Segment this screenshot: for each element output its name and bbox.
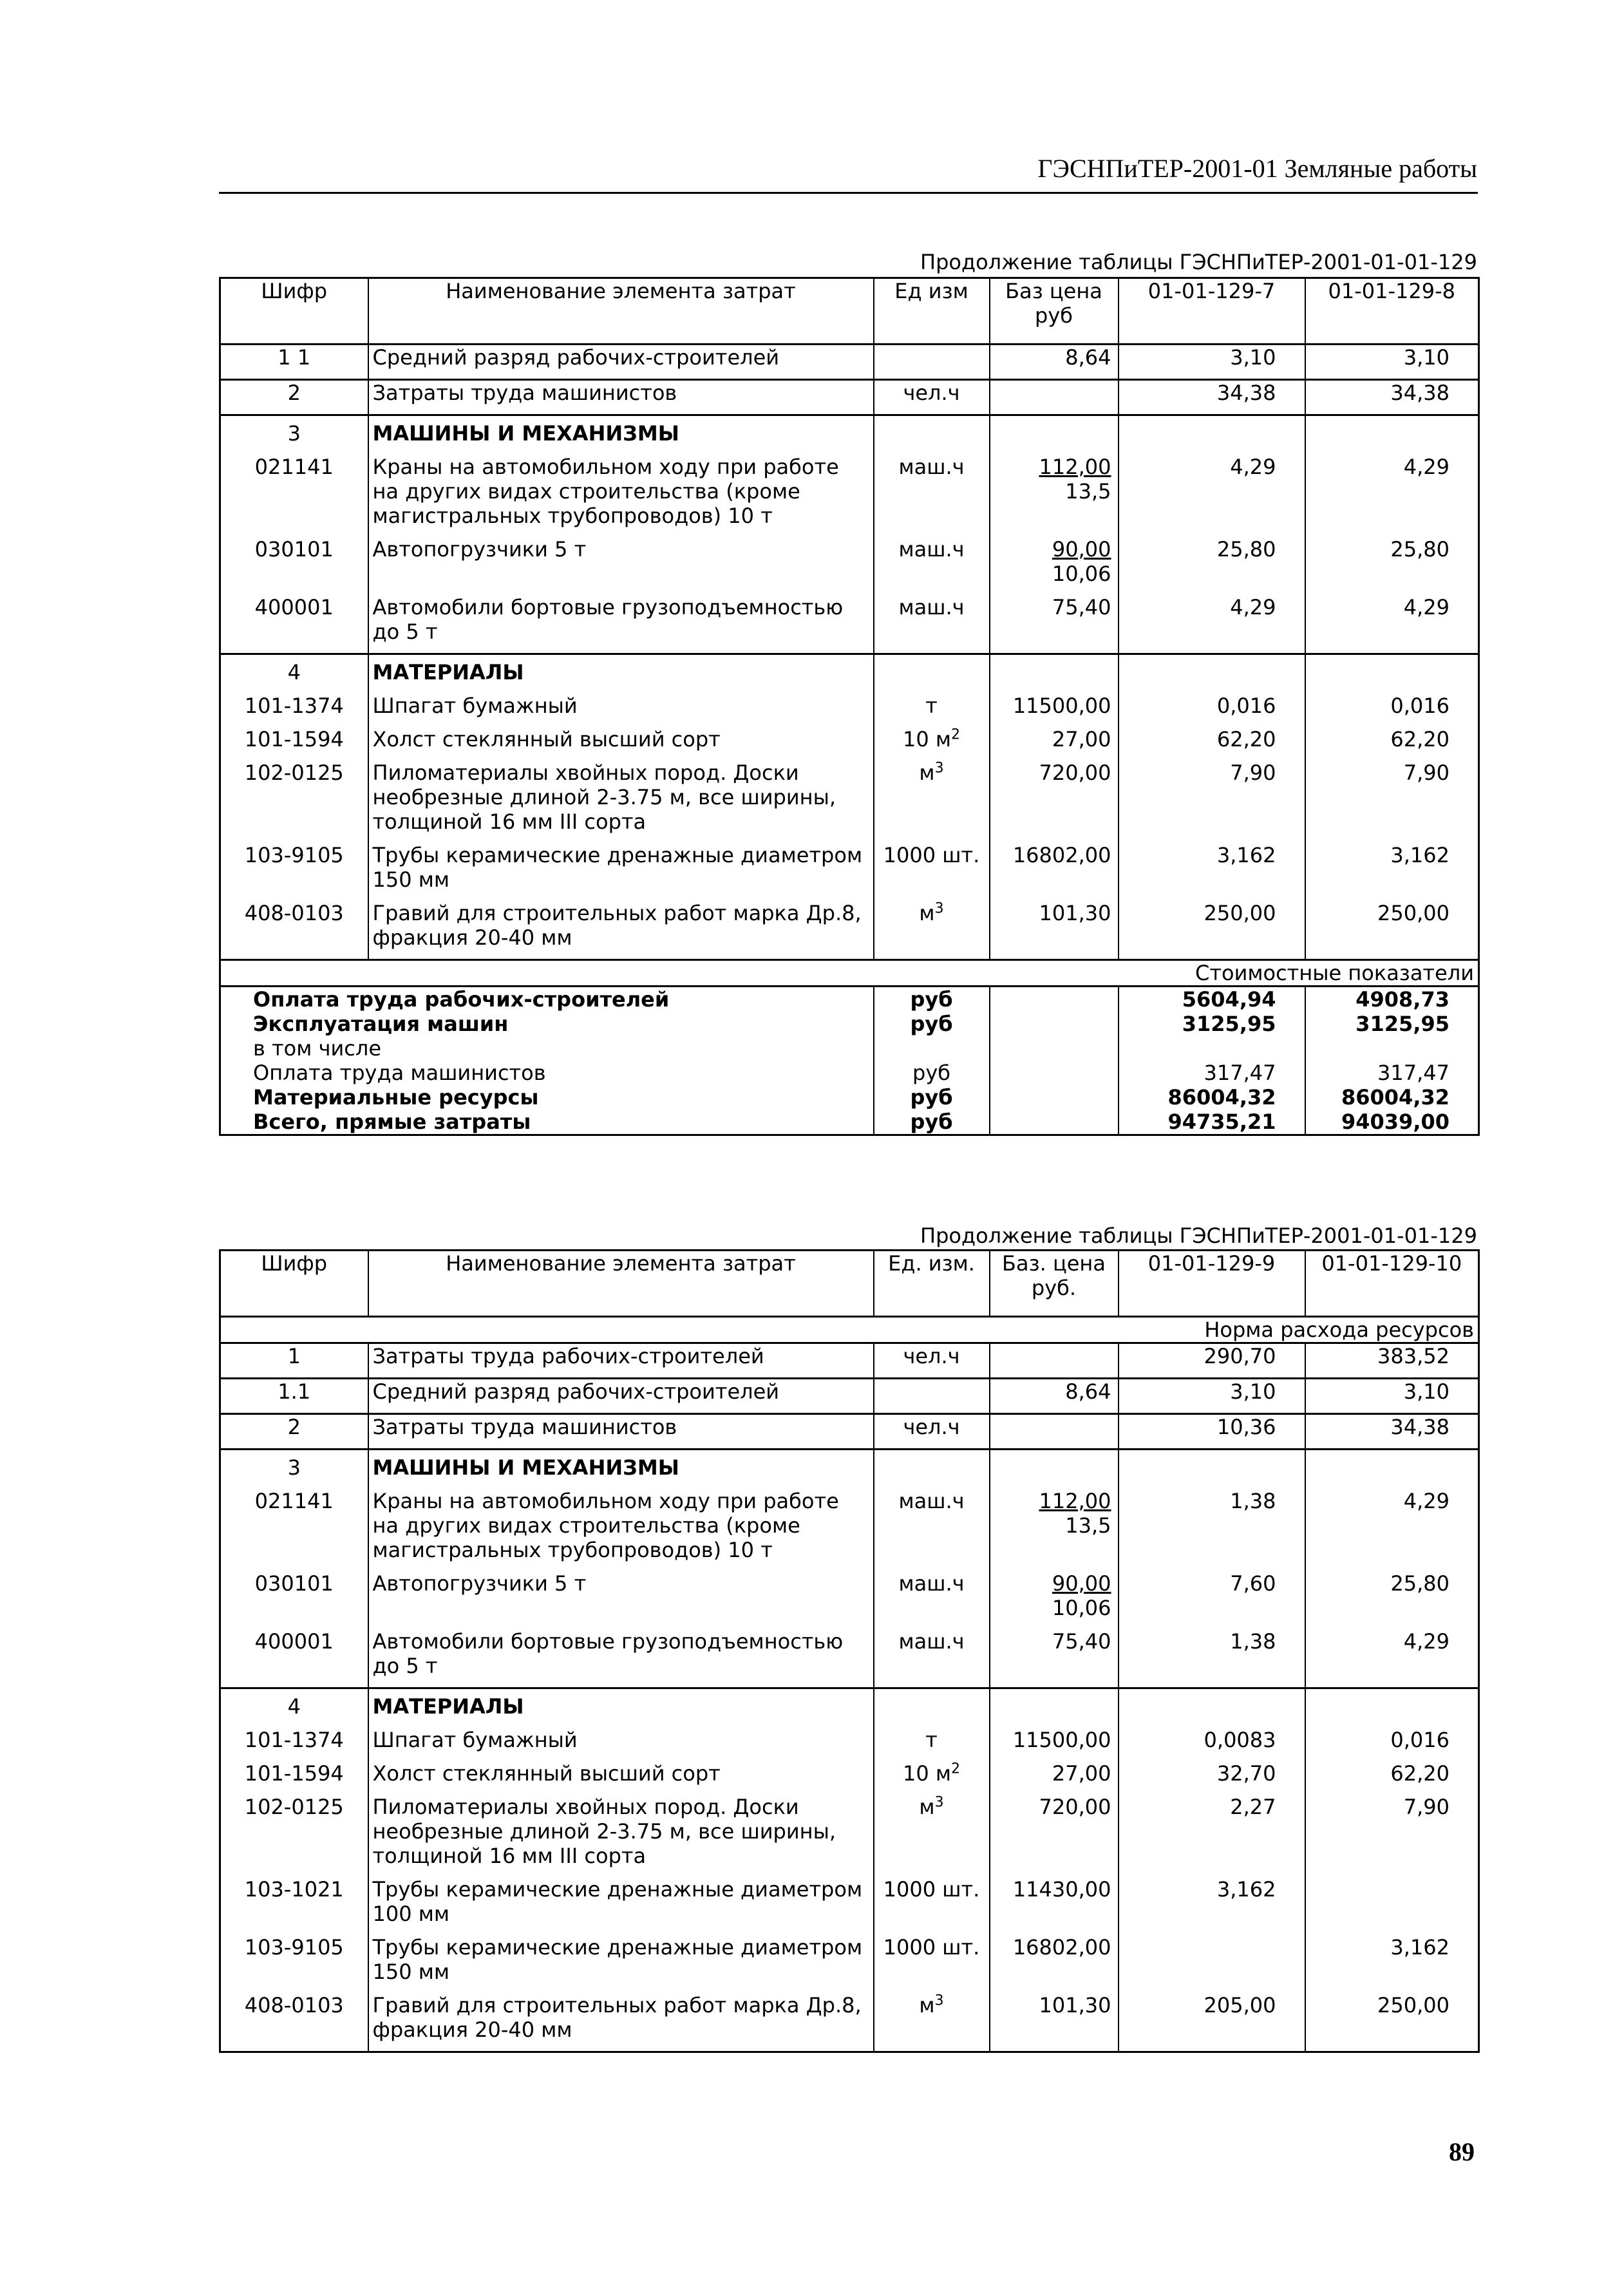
row-unit bbox=[874, 1935, 990, 1993]
row-unit bbox=[874, 1761, 990, 1795]
row-name: Автопогрузчики 5 т bbox=[368, 1571, 874, 1629]
row-value-1: 62,20 bbox=[1119, 727, 1305, 761]
summary-unit: руб bbox=[874, 987, 990, 1012]
unit-text: 1000 шт. bbox=[883, 1877, 980, 1902]
page-number: 89 bbox=[1449, 2137, 1475, 2166]
row-price bbox=[990, 1728, 1119, 1761]
row-price bbox=[990, 1877, 1119, 1935]
summary-value-1: 3125,95 bbox=[1119, 1012, 1305, 1036]
unit-text: маш.ч bbox=[898, 1629, 965, 1654]
header-row bbox=[220, 278, 1479, 345]
row-name: Шпагат бумажный bbox=[368, 1728, 874, 1761]
unit-text: 1000 шт. bbox=[883, 843, 980, 867]
row-price bbox=[990, 1629, 1119, 1688]
row-unit bbox=[874, 345, 990, 380]
row-value-1: 4,29 bbox=[1119, 595, 1305, 654]
price-value: 27,00 bbox=[1052, 1761, 1111, 1786]
unit-exponent: 3 bbox=[934, 1794, 944, 1811]
header-rule bbox=[219, 192, 1478, 194]
summary-unit bbox=[874, 1036, 990, 1061]
row-price bbox=[990, 694, 1119, 727]
row-price bbox=[990, 1935, 1119, 1993]
column-header: Ед изм bbox=[874, 278, 990, 345]
price-value: 720,00 bbox=[1039, 761, 1111, 785]
row-name: Краны на автомобильном ходу при работе на других видах строительства (кроме магистральных трубопроводов) 10 т bbox=[368, 1489, 874, 1571]
row-price bbox=[990, 380, 1119, 415]
row-name: Пиломатериалы хвойных пород. Доски необрезные длиной 2-3.75 м, все ширины, толщиной 16 мм III сорта bbox=[368, 761, 874, 843]
summary-value-1: 317,47 bbox=[1119, 1061, 1305, 1085]
price-value: 16802,00 bbox=[1012, 843, 1111, 867]
unit-text: 1000 шт. bbox=[883, 1935, 980, 1960]
table-row bbox=[220, 901, 1479, 960]
row-value-1 bbox=[1119, 1935, 1305, 1993]
table-row bbox=[220, 1993, 1479, 2052]
column-header: Ед. изм. bbox=[874, 1251, 990, 1317]
summary-label: Эксплуатация машин bbox=[253, 1012, 509, 1036]
cost-title-row bbox=[220, 960, 1479, 987]
unit-exponent: 3 bbox=[934, 900, 944, 917]
price-value: 27,00 bbox=[1052, 727, 1111, 751]
row-name: Трубы керамические дренажные диаметром 100 мм bbox=[368, 1877, 874, 1935]
summary-empty bbox=[990, 987, 1119, 1012]
row-value-2 bbox=[1305, 1688, 1479, 1728]
row-value-1: 0,016 bbox=[1119, 694, 1305, 727]
row-unit bbox=[874, 654, 990, 694]
unit-text: чел.ч bbox=[903, 381, 960, 405]
row-name: Автомобили бортовые грузоподъемностью до 5 т bbox=[368, 595, 874, 654]
table-row bbox=[220, 694, 1479, 727]
row-price bbox=[990, 843, 1119, 901]
row-price bbox=[990, 1688, 1119, 1728]
row-value-2: 3,162 bbox=[1305, 843, 1479, 901]
row-price bbox=[990, 415, 1119, 455]
column-header: 01-01-129-8 bbox=[1305, 278, 1479, 345]
row-unit bbox=[874, 1379, 990, 1414]
row-value-2: 62,20 bbox=[1305, 1761, 1479, 1795]
norm-title: Норма расхода ресурсов bbox=[220, 1317, 1479, 1343]
summary-row bbox=[220, 1061, 1479, 1085]
row-unit bbox=[874, 1993, 990, 2052]
unit-text: маш.ч bbox=[898, 455, 965, 479]
row-unit bbox=[874, 1629, 990, 1688]
row-price bbox=[990, 1761, 1119, 1795]
unit-text: чел.ч bbox=[903, 1344, 960, 1368]
row-code: 101-1594 bbox=[244, 727, 344, 751]
price-sub-value: 10,06 bbox=[1052, 1596, 1111, 1620]
price-sub-value: 10,06 bbox=[1052, 562, 1111, 586]
row-value-2: 3,10 bbox=[1305, 1379, 1479, 1414]
summary-value-1: 86004,32 bbox=[1119, 1085, 1305, 1110]
table2-continuation: Продолжение таблицы ГЭСНПиТЕР-2001-01-01-129 bbox=[920, 1224, 1477, 1248]
row-value-2: 0,016 bbox=[1305, 1728, 1479, 1761]
table-row bbox=[220, 380, 1479, 415]
summary-value-2: 86004,32 bbox=[1305, 1085, 1479, 1110]
summary-unit: руб bbox=[874, 1085, 990, 1110]
row-value-2 bbox=[1305, 415, 1479, 455]
summary-value-1: 94735,21 bbox=[1119, 1110, 1305, 1135]
column-header: Баз цена руб bbox=[990, 278, 1119, 345]
unit-exponent: 2 bbox=[951, 1761, 961, 1777]
summary-row bbox=[220, 1085, 1479, 1110]
row-name: Холст стеклянный высший сорт bbox=[368, 727, 874, 761]
table-row bbox=[220, 727, 1479, 761]
row-value-2: 250,00 bbox=[1305, 1993, 1479, 2052]
row-code: 021141 bbox=[254, 1489, 334, 1513]
price-sub-value: 13,5 bbox=[1065, 1513, 1111, 1538]
table-row bbox=[220, 415, 1479, 455]
row-price bbox=[990, 455, 1119, 537]
row-code: 021141 bbox=[254, 455, 334, 479]
table-row bbox=[220, 1379, 1479, 1414]
unit-text: маш.ч bbox=[898, 1489, 965, 1513]
row-code: 101-1374 bbox=[244, 694, 344, 718]
unit-text: т bbox=[925, 1728, 938, 1752]
price-value: 75,40 bbox=[1052, 1629, 1111, 1654]
row-value-2: 4,29 bbox=[1305, 1489, 1479, 1571]
row-value-1: 3,10 bbox=[1119, 1379, 1305, 1414]
row-name: Гравий для строительных работ марка Др.8, фракция 20-40 мм bbox=[368, 1993, 874, 2052]
row-price bbox=[990, 727, 1119, 761]
column-header: 01-01-129-7 bbox=[1119, 278, 1305, 345]
row-value-2: 3,10 bbox=[1305, 345, 1479, 380]
row-name: Средний разряд рабочих-строителей bbox=[368, 345, 874, 380]
row-unit bbox=[874, 537, 990, 595]
row-value-1: 10,36 bbox=[1119, 1414, 1305, 1450]
row-value-2 bbox=[1305, 1877, 1479, 1935]
column-header: 01-01-129-10 bbox=[1305, 1251, 1479, 1317]
row-value-2 bbox=[1305, 1450, 1479, 1489]
row-value-2: 34,38 bbox=[1305, 1414, 1479, 1450]
row-price bbox=[990, 1571, 1119, 1629]
price-value: 11430,00 bbox=[1012, 1877, 1111, 1902]
row-name: Средний разряд рабочих-строителей bbox=[368, 1379, 874, 1414]
row-value-2: 4,29 bbox=[1305, 1629, 1479, 1688]
row-code: 1 1 bbox=[278, 345, 311, 370]
row-unit bbox=[874, 455, 990, 537]
summary-value-2 bbox=[1305, 1036, 1479, 1061]
row-name: Трубы керамические дренажные диаметром 150 мм bbox=[368, 1935, 874, 1993]
table-row bbox=[220, 1571, 1479, 1629]
summary-unit: руб bbox=[874, 1110, 990, 1135]
resource-table-1 bbox=[219, 277, 1480, 1136]
row-price bbox=[990, 1795, 1119, 1877]
price-value: 8,64 bbox=[1065, 1379, 1111, 1404]
row-code: 3 bbox=[220, 415, 368, 455]
row-code: 030101 bbox=[254, 1571, 334, 1596]
table-row bbox=[220, 537, 1479, 595]
summary-unit: руб bbox=[874, 1012, 990, 1036]
summary-row bbox=[220, 1036, 1479, 1061]
table-row bbox=[220, 1629, 1479, 1688]
row-value-1: 32,70 bbox=[1119, 1761, 1305, 1795]
row-value-1: 3,162 bbox=[1119, 843, 1305, 901]
unit-exponent: 3 bbox=[934, 760, 944, 777]
unit-exponent: 3 bbox=[934, 1992, 944, 2009]
summary-value-1: 5604,94 bbox=[1119, 987, 1305, 1012]
row-code: 2 bbox=[220, 380, 368, 415]
unit-text: м bbox=[919, 761, 935, 785]
row-value-2 bbox=[1305, 654, 1479, 694]
row-value-2: 62,20 bbox=[1305, 727, 1479, 761]
row-value-2: 4,29 bbox=[1305, 595, 1479, 654]
row-name: Холст стеклянный высший сорт bbox=[368, 1761, 874, 1795]
table-row bbox=[220, 1489, 1479, 1571]
row-unit bbox=[874, 1571, 990, 1629]
row-value-2: 7,90 bbox=[1305, 761, 1479, 843]
price-value: 101,30 bbox=[1039, 1993, 1111, 2017]
table-row bbox=[220, 595, 1479, 654]
summary-value-2: 3125,95 bbox=[1305, 1012, 1479, 1036]
row-value-2: 0,016 bbox=[1305, 694, 1479, 727]
summary-empty bbox=[990, 1085, 1119, 1110]
row-code: 408-0103 bbox=[244, 901, 344, 925]
row-code: 103-9105 bbox=[244, 1935, 344, 1960]
row-value-2: 25,80 bbox=[1305, 1571, 1479, 1629]
row-unit bbox=[874, 727, 990, 761]
summary-value-1 bbox=[1119, 1036, 1305, 1061]
row-code: 101-1594 bbox=[244, 1761, 344, 1786]
row-value-1: 7,90 bbox=[1119, 761, 1305, 843]
row-name: Шпагат бумажный bbox=[368, 694, 874, 727]
price-value: 11500,00 bbox=[1012, 1728, 1111, 1752]
row-price bbox=[990, 595, 1119, 654]
row-unit bbox=[874, 901, 990, 960]
summary-label: Оплата труда машинистов bbox=[253, 1061, 546, 1085]
unit-text: маш.ч bbox=[898, 1571, 965, 1596]
row-price bbox=[990, 1489, 1119, 1571]
row-value-1: 3,10 bbox=[1119, 345, 1305, 380]
row-value-1: 1,38 bbox=[1119, 1629, 1305, 1688]
row-price bbox=[990, 1379, 1119, 1414]
summary-label: Оплата труда рабочих-строителей bbox=[253, 987, 670, 1012]
table-row bbox=[220, 1450, 1479, 1489]
table-row bbox=[220, 1761, 1479, 1795]
price-value: 112,00 bbox=[1039, 1489, 1111, 1513]
summary-label: Материальные ресурсы bbox=[253, 1085, 539, 1110]
row-code: 103-1021 bbox=[244, 1877, 344, 1902]
unit-text: м bbox=[919, 1795, 935, 1819]
cost-title: Стоимостные показатели bbox=[220, 960, 1479, 987]
row-code: 101-1374 bbox=[244, 1728, 344, 1752]
row-code: 3 bbox=[220, 1450, 368, 1489]
row-unit bbox=[874, 595, 990, 654]
row-value-1: 7,60 bbox=[1119, 1571, 1305, 1629]
row-unit bbox=[874, 843, 990, 901]
price-value: 90,00 bbox=[1052, 1571, 1111, 1596]
row-name: Гравий для строительных работ марка Др.8, фракция 20-40 мм bbox=[368, 901, 874, 960]
row-price bbox=[990, 1414, 1119, 1450]
row-value-1: 4,29 bbox=[1119, 455, 1305, 537]
row-code: 2 bbox=[220, 1414, 368, 1450]
row-value-2: 4,29 bbox=[1305, 455, 1479, 537]
row-name: Затраты труда машинистов bbox=[368, 1414, 874, 1450]
row-name: МАТЕРИАЛЫ bbox=[368, 1688, 874, 1728]
column-header: Шифр bbox=[220, 1251, 368, 1317]
row-price bbox=[990, 761, 1119, 843]
summary-value-2: 4908,73 bbox=[1305, 987, 1479, 1012]
row-price bbox=[990, 654, 1119, 694]
row-code: 400001 bbox=[254, 1629, 334, 1654]
row-name: Автопогрузчики 5 т bbox=[368, 537, 874, 595]
column-header: Наименование элемента затрат bbox=[368, 278, 874, 345]
row-unit bbox=[874, 1877, 990, 1935]
row-code: 400001 bbox=[254, 595, 334, 619]
price-value: 8,64 bbox=[1065, 345, 1111, 370]
row-code: 030101 bbox=[254, 537, 334, 562]
unit-text: м bbox=[919, 1993, 935, 2017]
price-value: 11500,00 bbox=[1012, 694, 1111, 718]
row-value-1: 250,00 bbox=[1119, 901, 1305, 960]
row-value-1: 3,162 bbox=[1119, 1877, 1305, 1935]
row-value-1 bbox=[1119, 654, 1305, 694]
column-header: 01-01-129-9 bbox=[1119, 1251, 1305, 1317]
price-value: 720,00 bbox=[1039, 1795, 1111, 1819]
table-row bbox=[220, 1795, 1479, 1877]
row-price bbox=[990, 345, 1119, 380]
summary-row bbox=[220, 987, 1479, 1012]
row-code: 408-0103 bbox=[244, 1993, 344, 2017]
row-value-1: 0,0083 bbox=[1119, 1728, 1305, 1761]
summary-empty bbox=[990, 1012, 1119, 1036]
row-value-2: 25,80 bbox=[1305, 537, 1479, 595]
row-name: МАШИНЫ И МЕХАНИЗМЫ bbox=[368, 1450, 874, 1489]
summary-empty bbox=[990, 1061, 1119, 1085]
column-header: Шифр bbox=[220, 278, 368, 345]
unit-text: чел.ч bbox=[903, 1415, 960, 1439]
row-value-2: 34,38 bbox=[1305, 380, 1479, 415]
price-value: 90,00 bbox=[1052, 537, 1111, 562]
summary-value-2: 94039,00 bbox=[1305, 1110, 1479, 1135]
row-value-1: 34,38 bbox=[1119, 380, 1305, 415]
table-row bbox=[220, 1688, 1479, 1728]
row-unit bbox=[874, 380, 990, 415]
row-value-1 bbox=[1119, 1688, 1305, 1728]
row-name: Автомобили бортовые грузоподъемностью до 5 т bbox=[368, 1629, 874, 1688]
row-value-2: 383,52 bbox=[1305, 1343, 1479, 1379]
row-unit bbox=[874, 1728, 990, 1761]
row-unit bbox=[874, 1450, 990, 1489]
row-code: 4 bbox=[220, 1688, 368, 1728]
row-value-2: 250,00 bbox=[1305, 901, 1479, 960]
table-row bbox=[220, 1343, 1479, 1379]
row-unit bbox=[874, 1489, 990, 1571]
summary-unit: руб bbox=[874, 1061, 990, 1085]
column-header: Баз. цена руб. bbox=[990, 1251, 1119, 1317]
row-code: 102-0125 bbox=[244, 761, 344, 785]
column-header: Наименование элемента затрат bbox=[368, 1251, 874, 1317]
row-value-2: 7,90 bbox=[1305, 1795, 1479, 1877]
unit-exponent: 2 bbox=[951, 726, 961, 743]
unit-text: 10 м bbox=[902, 1761, 952, 1786]
unit-text: маш.ч bbox=[898, 595, 965, 619]
row-name: Трубы керамические дренажные диаметром 150 мм bbox=[368, 843, 874, 901]
row-name: Пиломатериалы хвойных пород. Доски необрезные длиной 2-3.75 м, все ширины, толщиной 16 мм III сорта bbox=[368, 1795, 874, 1877]
summary-value-2: 317,47 bbox=[1305, 1061, 1479, 1085]
unit-text: маш.ч bbox=[898, 537, 965, 562]
row-code: 103-9105 bbox=[244, 843, 344, 867]
row-price bbox=[990, 1450, 1119, 1489]
row-price bbox=[990, 1993, 1119, 2052]
summary-row bbox=[220, 1012, 1479, 1036]
row-unit bbox=[874, 1414, 990, 1450]
row-code: 1.1 bbox=[220, 1379, 368, 1414]
running-header: ГЭСНПиТЕР-2001-01 Земляные работы bbox=[1037, 154, 1477, 183]
row-value-1 bbox=[1119, 415, 1305, 455]
row-value-1: 290,70 bbox=[1119, 1343, 1305, 1379]
header-row bbox=[220, 1251, 1479, 1317]
price-value: 101,30 bbox=[1039, 901, 1111, 925]
summary-empty bbox=[990, 1110, 1119, 1135]
price-value: 16802,00 bbox=[1012, 1935, 1111, 1960]
table-row bbox=[220, 1414, 1479, 1450]
table-row bbox=[220, 654, 1479, 694]
row-name: МАТЕРИАЛЫ bbox=[368, 654, 874, 694]
row-name: Краны на автомобильном ходу при работе на других видах строительства (кроме магистральных трубопроводов) 10 т bbox=[368, 455, 874, 537]
unit-text: 10 м bbox=[902, 727, 952, 751]
unit-text: м bbox=[919, 901, 935, 925]
row-name: Затраты труда рабочих-строителей bbox=[368, 1343, 874, 1379]
price-value: 112,00 bbox=[1039, 455, 1111, 479]
table1-continuation: Продолжение таблицы ГЭСНПиТЕР-2001-01-01-129 bbox=[920, 250, 1477, 274]
table-row bbox=[220, 1935, 1479, 1993]
summary-empty bbox=[990, 1036, 1119, 1061]
row-unit bbox=[874, 1688, 990, 1728]
table-row bbox=[220, 345, 1479, 380]
row-unit bbox=[874, 1343, 990, 1379]
row-unit bbox=[874, 415, 990, 455]
summary-label: Всего, прямые затраты bbox=[253, 1110, 531, 1134]
row-name: МАШИНЫ И МЕХАНИЗМЫ bbox=[368, 415, 874, 455]
table-row bbox=[220, 761, 1479, 843]
summary-label: в том числе bbox=[253, 1036, 381, 1061]
row-price bbox=[990, 537, 1119, 595]
row-name: Затраты труда машинистов bbox=[368, 380, 874, 415]
row-value-1: 2,27 bbox=[1119, 1795, 1305, 1877]
row-unit bbox=[874, 694, 990, 727]
table-row bbox=[220, 843, 1479, 901]
row-value-1 bbox=[1119, 1450, 1305, 1489]
row-unit bbox=[874, 761, 990, 843]
norm-title-row bbox=[220, 1317, 1479, 1343]
row-price bbox=[990, 1343, 1119, 1379]
summary-row bbox=[220, 1110, 1479, 1135]
table-row bbox=[220, 1877, 1479, 1935]
row-code: 1 bbox=[287, 1344, 301, 1368]
unit-text: т bbox=[925, 694, 938, 718]
row-value-1: 25,80 bbox=[1119, 537, 1305, 595]
table-row bbox=[220, 455, 1479, 537]
row-value-1: 205,00 bbox=[1119, 1993, 1305, 2052]
price-value: 75,40 bbox=[1052, 595, 1111, 619]
resource-table-2 bbox=[219, 1249, 1480, 2053]
row-code: 102-0125 bbox=[244, 1795, 344, 1819]
row-price bbox=[990, 901, 1119, 960]
row-value-1: 1,38 bbox=[1119, 1489, 1305, 1571]
table-row bbox=[220, 1728, 1479, 1761]
price-sub-value: 13,5 bbox=[1065, 479, 1111, 504]
row-unit bbox=[874, 1795, 990, 1877]
row-value-2: 3,162 bbox=[1305, 1935, 1479, 1993]
row-code: 4 bbox=[220, 654, 368, 694]
